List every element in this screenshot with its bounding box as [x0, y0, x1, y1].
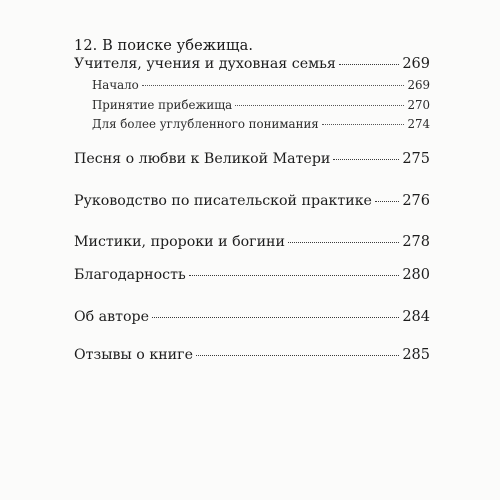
toc-entry-page: 276 — [402, 193, 430, 209]
toc-entry-page: 280 — [402, 267, 430, 283]
toc-entry-teachers — [74, 56, 430, 72]
dot-leader — [152, 317, 399, 318]
toc-entry-page: 269 — [402, 56, 430, 72]
toc-entry-page: 285 — [402, 347, 430, 363]
toc-entry-page: 284 — [402, 309, 430, 325]
toc-entry-title: Отзывы о книге — [74, 347, 193, 363]
toc-entry-title: Начало — [92, 78, 139, 92]
toc-entry-title: Об авторе — [74, 309, 149, 325]
dot-leader — [196, 355, 399, 356]
toc-subentry-deeper-understanding — [92, 117, 430, 131]
dot-leader — [375, 201, 399, 202]
toc-entry-writing-practice — [74, 193, 430, 209]
dot-leader — [288, 242, 399, 243]
dot-leader — [235, 105, 404, 106]
chapter-heading: 12. В поиске убежища. — [74, 38, 254, 54]
toc-entry-title: Для более углубленного понимания — [92, 117, 319, 131]
toc-entry-page: 274 — [407, 117, 430, 131]
toc-entry-mystics — [74, 234, 430, 250]
dot-leader — [339, 64, 399, 65]
toc-entry-page: 275 — [402, 151, 430, 167]
dot-leader — [333, 159, 399, 160]
dot-leader — [322, 124, 405, 125]
toc-entry-love-song — [74, 151, 430, 167]
toc-entry-title: Песня о любви к Великой Матери — [74, 151, 331, 167]
toc-entry-page: 278 — [402, 234, 430, 250]
toc-entry-page: 269 — [407, 78, 430, 92]
toc-entry-title: Учителя, учения и духовная семья — [74, 56, 336, 72]
toc-entry-title: Принятие прибежища — [92, 98, 233, 112]
dot-leader — [189, 275, 400, 276]
toc-entry-reviews — [74, 347, 430, 363]
toc-subentry-refuge — [92, 98, 430, 112]
dot-leader — [142, 85, 405, 86]
toc-entry-title: Мистики, пророки и богини — [74, 234, 285, 250]
toc-entry-page: 270 — [407, 98, 430, 112]
toc-entry-about-author — [74, 309, 430, 325]
toc-subentry-beginning — [92, 78, 430, 92]
toc-entry-acknowledgements — [74, 267, 430, 283]
toc-entry-title: Руководство по писательской практике — [74, 193, 372, 209]
toc-entry-title: Благодарность — [74, 267, 186, 283]
